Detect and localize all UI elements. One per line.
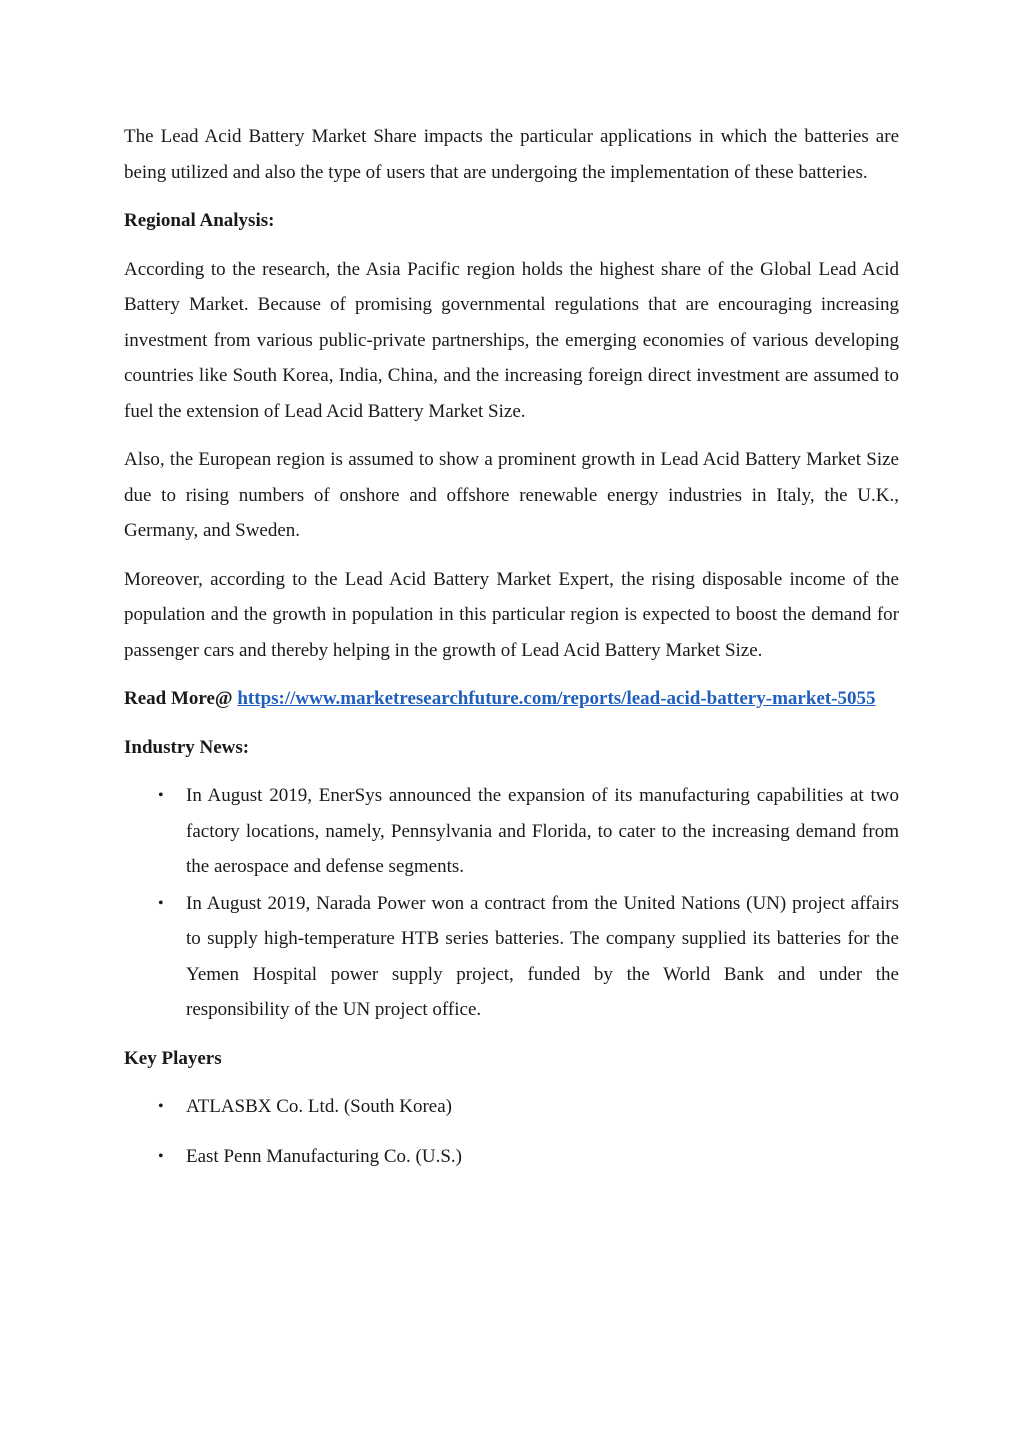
industry-news-item-text: In August 2019, Narada Power won a contract from the United Nations (UN) project affairs to supply high-temperature HTB series batteries. The company supplied its batteries for the Yemen Hospital power supply project, funded by the World Bank and under the responsibility of the UN project office.: [186, 892, 899, 1020]
regional-paragraph-asia-pacific: According to the research, the Asia Pacific region holds the highest share of the Global Lead Acid Battery Market. Because of promising governmental regulations that are encouraging increasing investment from various public-private partnerships, the emerging economies of various developing countries like South Korea, India, China, and the increasing foreign direct investment are assumed to fuel the extension of Lead Acid Battery Market Size.: [124, 258, 899, 422]
list-item: [124, 1139, 899, 1175]
bullet-icon: •: [158, 1147, 164, 1165]
read-more-line: [124, 681, 899, 717]
key-player-name: East Penn Manufacturing Co. (U.S.): [186, 1145, 462, 1167]
key-players-list: [124, 1089, 899, 1174]
industry-news-item-text: In August 2019, EnerSys announced the expansion of its manufacturing capabilities at two factory locations, namely, Pennsylvania and Florida, to cater to the increasing demand from the aerospace and defense segments.: [186, 785, 899, 877]
key-player-name: ATLASBX Co. Ltd. (South Korea): [186, 1096, 452, 1117]
read-more-label: Read More@: [124, 688, 233, 709]
list-item: [124, 778, 899, 885]
document-page: [124, 119, 899, 1174]
list-item: [124, 1089, 899, 1125]
key-players-heading: Key Players: [124, 1047, 222, 1069]
intro-paragraph: The Lead Acid Battery Market Share impacts the particular applications in which the batteries are being utilized and also the type of users that are undergoing the implementation of these batteries.: [124, 126, 899, 183]
bullet-icon: •: [158, 894, 164, 912]
list-item: [124, 886, 899, 1028]
industry-news-list: [124, 778, 899, 1028]
regional-paragraph-expert: Moreover, according to the Lead Acid Battery Market Expert, the rising disposable income of the population and the growth in population in this particular region is expected to boost the demand for passenger cars and thereby helping in the growth of Lead Acid Battery Market Size.: [124, 568, 899, 661]
bullet-icon: •: [158, 1098, 164, 1115]
bullet-icon: •: [158, 787, 164, 804]
read-more-link[interactable]: https://www.marketresearchfuture.com/reports/lead-acid-battery-market-5055: [237, 688, 876, 709]
industry-news-heading: Industry News:: [124, 736, 250, 758]
regional-paragraph-europe: Also, the European region is assumed to show a prominent growth in Lead Acid Battery Market Size due to rising numbers of onshore and offshore renewable energy industries in Italy, the U.K., Germany, and Sweden.: [124, 449, 899, 541]
regional-analysis-heading: Regional Analysis:: [124, 210, 275, 231]
